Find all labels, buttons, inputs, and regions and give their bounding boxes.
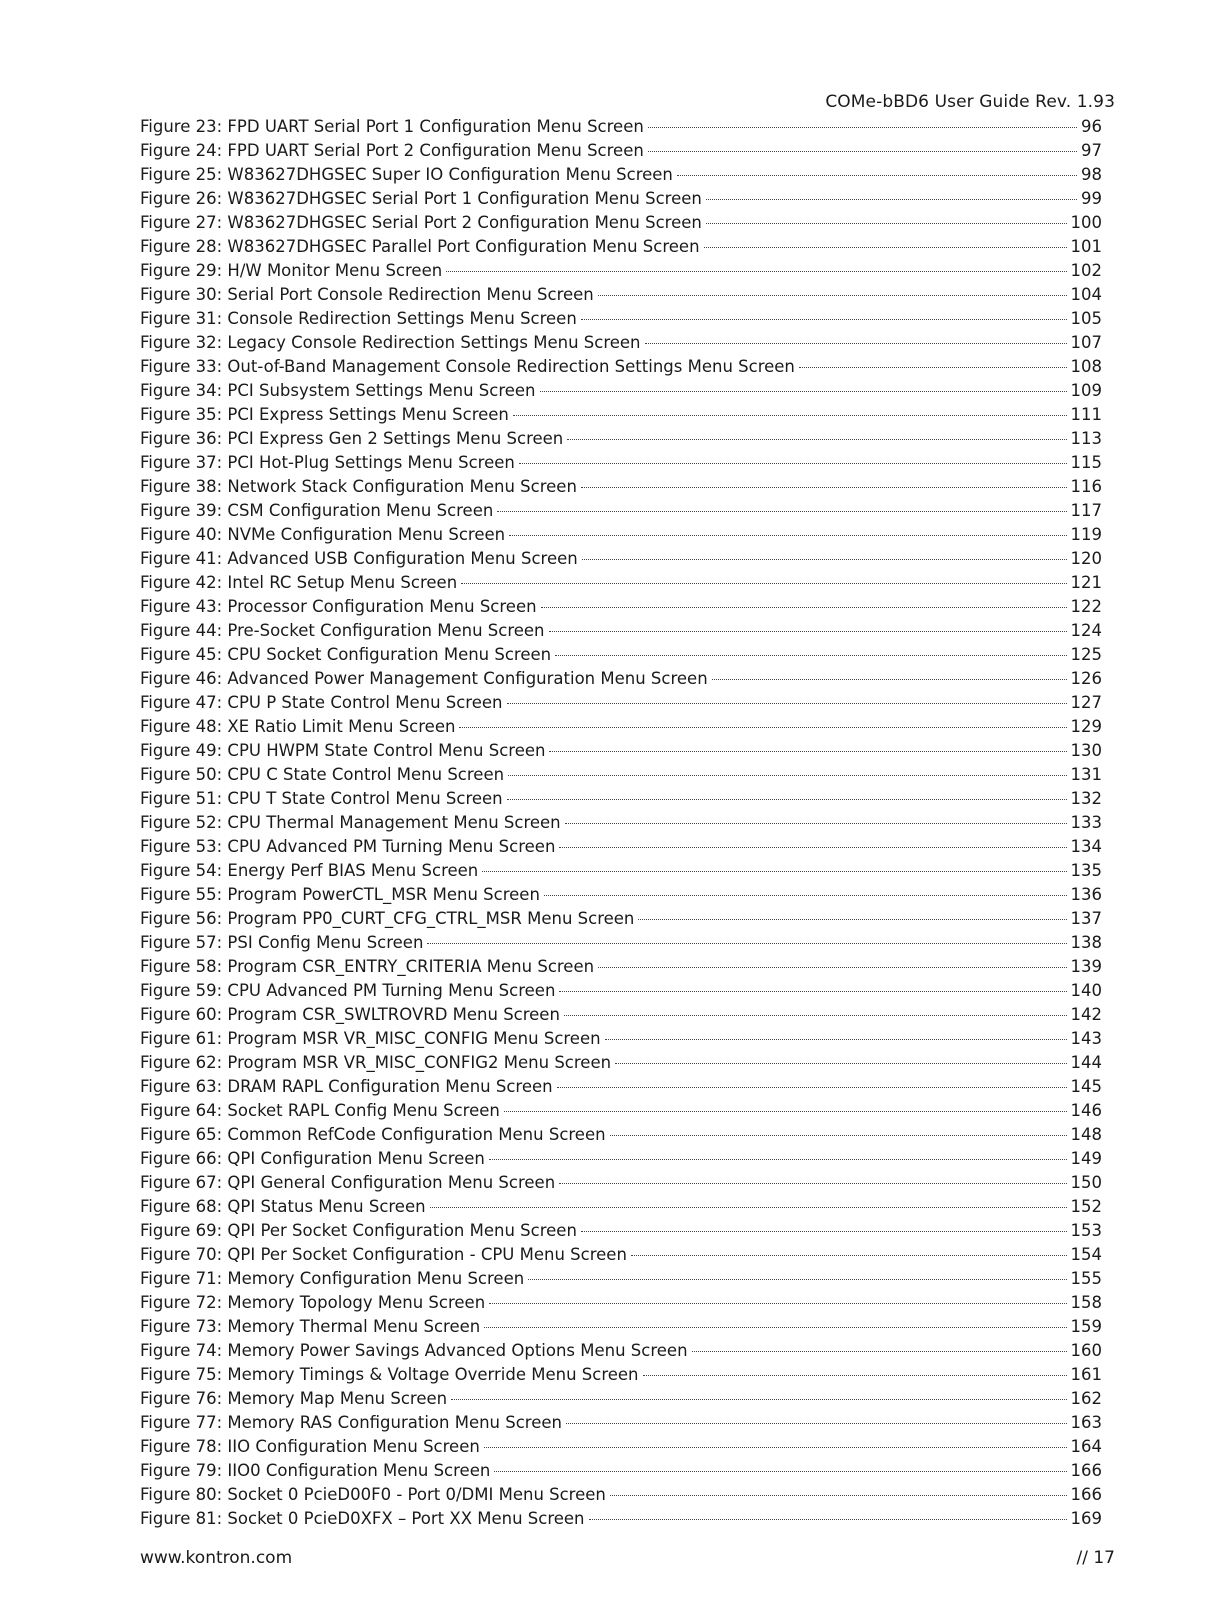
toc-entry-label: Figure 73: Memory Thermal Menu Screen xyxy=(140,1317,481,1336)
toc-dot-leader xyxy=(507,799,1067,800)
toc-entry-label: Figure 34: PCI Subsystem Settings Menu Screen xyxy=(140,381,536,400)
toc-entry-label: Figure 49: CPU HWPM State Control Menu Screen xyxy=(140,741,546,760)
toc-dot-leader xyxy=(643,1375,1067,1376)
toc-dot-leader xyxy=(541,607,1067,608)
toc-dot-leader xyxy=(489,1303,1066,1304)
toc-entry[interactable] xyxy=(140,787,1102,811)
toc-entry-label: Figure 77: Memory RAS Configuration Menu Screen xyxy=(140,1413,562,1432)
toc-dot-leader xyxy=(615,1063,1066,1064)
toc-entry[interactable] xyxy=(140,427,1102,451)
toc-entry[interactable] xyxy=(140,403,1102,427)
toc-entry[interactable] xyxy=(140,1483,1102,1507)
toc-entry[interactable] xyxy=(140,1243,1102,1267)
toc-dot-leader xyxy=(605,1039,1067,1040)
toc-entry-label: Figure 81: Socket 0 PcieD0XFX – Port XX Menu Screen xyxy=(140,1509,585,1528)
toc-entry-label: Figure 70: QPI Per Socket Configuration - CPU Menu Screen xyxy=(140,1245,627,1264)
toc-dot-leader xyxy=(598,967,1066,968)
toc-entry-page: 126 xyxy=(1070,669,1102,688)
toc-dot-leader xyxy=(581,487,1067,488)
toc-entry[interactable] xyxy=(140,1363,1102,1387)
toc-entry-page: 120 xyxy=(1070,549,1102,568)
toc-entry-page: 163 xyxy=(1070,1413,1102,1432)
toc-dot-leader xyxy=(509,535,1066,536)
toc-entry-page: 164 xyxy=(1070,1437,1102,1456)
toc-entry-label: Figure 44: Pre-Socket Configuration Menu Screen xyxy=(140,621,545,640)
list-of-figures xyxy=(140,115,1102,1531)
footer-page-number: // 17 xyxy=(1076,1548,1115,1568)
toc-entry[interactable] xyxy=(140,955,1102,979)
toc-entry[interactable] xyxy=(140,643,1102,667)
toc-entry[interactable] xyxy=(140,811,1102,835)
toc-entry-page: 148 xyxy=(1070,1125,1102,1144)
toc-entry[interactable] xyxy=(140,499,1102,523)
toc-entry[interactable] xyxy=(140,1339,1102,1363)
toc-entry[interactable] xyxy=(140,739,1102,763)
toc-dot-leader xyxy=(459,727,1066,728)
toc-dot-leader xyxy=(489,1159,1067,1160)
toc-dot-leader xyxy=(631,1255,1067,1256)
toc-entry-page: 125 xyxy=(1070,645,1102,664)
toc-entry-page: 135 xyxy=(1070,861,1102,880)
toc-entry-label: Figure 27: W83627DHGSEC Serial Port 2 Configuration Menu Screen xyxy=(140,213,702,232)
toc-entry-label: Figure 60: Program CSR_SWLTROVRD Menu Screen xyxy=(140,1005,560,1024)
toc-entry-label: Figure 47: CPU P State Control Menu Screen xyxy=(140,693,503,712)
toc-entry-label: Figure 31: Console Redirection Settings Menu Screen xyxy=(140,309,577,328)
toc-entry-label: Figure 36: PCI Express Gen 2 Settings Menu Screen xyxy=(140,429,564,448)
toc-entry-page: 115 xyxy=(1070,453,1102,472)
toc-entry-label: Figure 32: Legacy Console Redirection Settings Menu Screen xyxy=(140,333,641,352)
toc-entry-page: 138 xyxy=(1070,933,1102,952)
toc-entry-page: 100 xyxy=(1070,213,1102,232)
toc-entry[interactable] xyxy=(140,283,1102,307)
toc-entry-label: Figure 45: CPU Socket Configuration Menu Screen xyxy=(140,645,552,664)
toc-entry[interactable] xyxy=(140,1051,1102,1075)
toc-dot-leader xyxy=(549,631,1067,632)
toc-dot-leader xyxy=(544,895,1067,896)
toc-entry-page: 127 xyxy=(1070,693,1102,712)
document-header-title: COMe-bBD6 User Guide Rev. 1.93 xyxy=(825,92,1115,112)
toc-entry-page: 161 xyxy=(1070,1365,1102,1384)
toc-entry-page: 122 xyxy=(1070,597,1102,616)
toc-entry[interactable] xyxy=(140,595,1102,619)
toc-entry-page: 130 xyxy=(1070,741,1102,760)
toc-entry-page: 140 xyxy=(1070,981,1102,1000)
toc-entry-page: 169 xyxy=(1070,1509,1102,1528)
toc-entry-page: 101 xyxy=(1070,237,1102,256)
toc-entry-page: 139 xyxy=(1070,957,1102,976)
toc-dot-leader xyxy=(513,415,1067,416)
toc-entry[interactable] xyxy=(140,523,1102,547)
toc-entry[interactable] xyxy=(140,571,1102,595)
toc-entry-label: Figure 63: DRAM RAPL Configuration Menu Screen xyxy=(140,1077,553,1096)
toc-entry-label: Figure 68: QPI Status Menu Screen xyxy=(140,1197,426,1216)
toc-entry-label: Figure 53: CPU Advanced PM Turning Menu Screen xyxy=(140,837,556,856)
toc-entry-page: 133 xyxy=(1070,813,1102,832)
toc-entry-page: 124 xyxy=(1070,621,1102,640)
toc-entry[interactable] xyxy=(140,1171,1102,1195)
toc-dot-leader xyxy=(704,247,1067,248)
toc-entry-page: 154 xyxy=(1070,1245,1102,1264)
toc-entry-page: 166 xyxy=(1070,1461,1102,1480)
toc-entry-page: 153 xyxy=(1070,1221,1102,1240)
toc-entry[interactable] xyxy=(140,1195,1102,1219)
toc-entry[interactable] xyxy=(140,835,1102,859)
toc-entry-label: Figure 41: Advanced USB Configuration Menu Screen xyxy=(140,549,578,568)
toc-entry-page: 132 xyxy=(1070,789,1102,808)
toc-entry-page: 131 xyxy=(1070,765,1102,784)
toc-entry[interactable] xyxy=(140,331,1102,355)
toc-entry-label: Figure 62: Program MSR VR_MISC_CONFIG2 Menu Screen xyxy=(140,1053,612,1072)
toc-dot-leader xyxy=(549,751,1066,752)
toc-dot-leader xyxy=(564,1015,1067,1016)
toc-entry-label: Figure 74: Memory Power Savings Advanced Options Menu Screen xyxy=(140,1341,688,1360)
toc-entry-page: 111 xyxy=(1070,405,1102,424)
toc-dot-leader xyxy=(566,1423,1067,1424)
toc-entry-page: 129 xyxy=(1070,717,1102,736)
toc-dot-leader xyxy=(648,127,1077,128)
toc-dot-leader xyxy=(504,1111,1067,1112)
toc-entry[interactable] xyxy=(140,1147,1102,1171)
toc-entry-label: Figure 66: QPI Configuration Menu Screen xyxy=(140,1149,485,1168)
toc-dot-leader xyxy=(645,343,1067,344)
toc-entry[interactable] xyxy=(140,1003,1102,1027)
toc-entry-label: Figure 67: QPI General Configuration Menu Screen xyxy=(140,1173,556,1192)
toc-dot-leader xyxy=(559,1183,1066,1184)
toc-entry[interactable] xyxy=(140,715,1102,739)
toc-dot-leader xyxy=(484,1327,1066,1328)
toc-dot-leader xyxy=(692,1351,1067,1352)
toc-entry-label: Figure 37: PCI Hot-Plug Settings Menu Screen xyxy=(140,453,515,472)
toc-entry-page: 96 xyxy=(1081,117,1102,136)
toc-entry-page: 146 xyxy=(1070,1101,1102,1120)
toc-dot-leader xyxy=(555,655,1066,656)
toc-entry-label: Figure 57: PSI Config Menu Screen xyxy=(140,933,424,952)
toc-entry-label: Figure 54: Energy Perf BIAS Menu Screen xyxy=(140,861,479,880)
toc-entry-page: 98 xyxy=(1081,165,1102,184)
toc-dot-leader xyxy=(677,175,1077,176)
toc-entry[interactable] xyxy=(140,211,1102,235)
toc-entry-label: Figure 48: XE Ratio Limit Menu Screen xyxy=(140,717,456,736)
toc-entry-page: 107 xyxy=(1070,333,1102,352)
toc-dot-leader xyxy=(706,199,1077,200)
toc-entry-page: 109 xyxy=(1070,381,1102,400)
toc-entry-page: 149 xyxy=(1070,1149,1102,1168)
toc-dot-leader xyxy=(712,679,1067,680)
toc-entry[interactable] xyxy=(140,1219,1102,1243)
toc-entry[interactable] xyxy=(140,763,1102,787)
toc-entry-label: Figure 78: IIO Configuration Menu Screen xyxy=(140,1437,480,1456)
toc-entry[interactable] xyxy=(140,1291,1102,1315)
toc-entry-label: Figure 33: Out-of-Band Management Console Redirection Settings Menu Screen xyxy=(140,357,795,376)
toc-dot-leader xyxy=(581,1231,1067,1232)
toc-dot-leader xyxy=(598,295,1067,296)
toc-entry[interactable] xyxy=(140,235,1102,259)
toc-entry[interactable] xyxy=(140,1099,1102,1123)
toc-entry[interactable] xyxy=(140,115,1102,139)
toc-entry-label: Figure 25: W83627DHGSEC Super IO Configuration Menu Screen xyxy=(140,165,673,184)
toc-entry-label: Figure 80: Socket 0 PcieD00F0 - Port 0/DMI Menu Screen xyxy=(140,1485,606,1504)
toc-dot-leader xyxy=(589,1519,1067,1520)
toc-entry[interactable] xyxy=(140,619,1102,643)
toc-entry-page: 160 xyxy=(1070,1341,1102,1360)
toc-entry-page: 150 xyxy=(1070,1173,1102,1192)
toc-entry-label: Figure 65: Common RefCode Configuration Menu Screen xyxy=(140,1125,606,1144)
toc-entry[interactable] xyxy=(140,1267,1102,1291)
toc-entry[interactable] xyxy=(140,1123,1102,1147)
toc-entry-label: Figure 42: Intel RC Setup Menu Screen xyxy=(140,573,458,592)
toc-dot-leader xyxy=(706,223,1067,224)
toc-entry-label: Figure 64: Socket RAPL Config Menu Screen xyxy=(140,1101,500,1120)
toc-entry-label: Figure 43: Processor Configuration Menu Screen xyxy=(140,597,537,616)
toc-entry[interactable] xyxy=(140,667,1102,691)
toc-dot-leader xyxy=(799,367,1067,368)
toc-dot-leader xyxy=(528,1279,1066,1280)
toc-dot-leader xyxy=(648,151,1077,152)
toc-dot-leader xyxy=(559,847,1066,848)
toc-entry-page: 116 xyxy=(1070,477,1102,496)
toc-dot-leader xyxy=(430,1207,1067,1208)
toc-dot-leader xyxy=(559,991,1066,992)
toc-entry-label: Figure 59: CPU Advanced PM Turning Menu Screen xyxy=(140,981,556,1000)
toc-entry-page: 145 xyxy=(1070,1077,1102,1096)
toc-dot-leader xyxy=(427,943,1066,944)
toc-dot-leader xyxy=(446,271,1066,272)
toc-entry-label: Figure 26: W83627DHGSEC Serial Port 1 Configuration Menu Screen xyxy=(140,189,702,208)
toc-entry[interactable] xyxy=(140,259,1102,283)
toc-dot-leader xyxy=(494,1471,1066,1472)
toc-entry[interactable] xyxy=(140,1411,1102,1435)
toc-entry-page: 162 xyxy=(1070,1389,1102,1408)
toc-entry-page: 136 xyxy=(1070,885,1102,904)
toc-dot-leader xyxy=(610,1495,1067,1496)
toc-entry-label: Figure 46: Advanced Power Management Configuration Menu Screen xyxy=(140,669,708,688)
toc-entry-label: Figure 55: Program PowerCTL_MSR Menu Screen xyxy=(140,885,540,904)
toc-entry-page: 113 xyxy=(1070,429,1102,448)
toc-entry[interactable] xyxy=(140,1027,1102,1051)
footer-website: www.kontron.com xyxy=(140,1548,293,1568)
toc-dot-leader xyxy=(451,1399,1066,1400)
toc-entry[interactable] xyxy=(140,475,1102,499)
toc-dot-leader xyxy=(519,463,1067,464)
toc-entry-label: Figure 24: FPD UART Serial Port 2 Configuration Menu Screen xyxy=(140,141,644,160)
toc-dot-leader xyxy=(461,583,1066,584)
toc-dot-leader xyxy=(482,871,1066,872)
toc-entry-page: 152 xyxy=(1070,1197,1102,1216)
toc-entry-page: 117 xyxy=(1070,501,1102,520)
toc-entry[interactable] xyxy=(140,1435,1102,1459)
toc-entry-label: Figure 76: Memory Map Menu Screen xyxy=(140,1389,448,1408)
toc-entry[interactable] xyxy=(140,1459,1102,1483)
toc-entry[interactable] xyxy=(140,1507,1102,1531)
toc-entry-page: 102 xyxy=(1070,261,1102,280)
toc-entry-label: Figure 52: CPU Thermal Management Menu Screen xyxy=(140,813,561,832)
toc-entry-page: 99 xyxy=(1081,189,1102,208)
toc-entry-page: 119 xyxy=(1070,525,1102,544)
toc-entry[interactable] xyxy=(140,187,1102,211)
toc-entry[interactable] xyxy=(140,1315,1102,1339)
toc-entry-page: 97 xyxy=(1081,141,1102,160)
toc-entry-page: 134 xyxy=(1070,837,1102,856)
toc-entry-page: 158 xyxy=(1070,1293,1102,1312)
toc-entry-label: Figure 51: CPU T State Control Menu Screen xyxy=(140,789,503,808)
toc-entry-label: Figure 72: Memory Topology Menu Screen xyxy=(140,1293,486,1312)
toc-dot-leader xyxy=(567,439,1066,440)
toc-entry-page: 143 xyxy=(1070,1029,1102,1048)
toc-entry[interactable] xyxy=(140,979,1102,1003)
toc-entry-page: 105 xyxy=(1070,309,1102,328)
toc-entry[interactable] xyxy=(140,907,1102,931)
toc-dot-leader xyxy=(484,1447,1067,1448)
toc-entry-page: 142 xyxy=(1070,1005,1102,1024)
toc-dot-leader xyxy=(507,703,1067,704)
toc-entry-label: Figure 75: Memory Timings & Voltage Override Menu Screen xyxy=(140,1365,639,1384)
toc-entry-label: Figure 71: Memory Configuration Menu Screen xyxy=(140,1269,525,1288)
toc-entry-label: Figure 79: IIO0 Configuration Menu Screen xyxy=(140,1461,491,1480)
toc-entry-label: Figure 58: Program CSR_ENTRY_CRITERIA Menu Screen xyxy=(140,957,595,976)
toc-entry[interactable] xyxy=(140,1075,1102,1099)
toc-dot-leader xyxy=(540,391,1067,392)
toc-entry[interactable] xyxy=(140,139,1102,163)
toc-entry[interactable] xyxy=(140,859,1102,883)
toc-entry[interactable] xyxy=(140,883,1102,907)
toc-entry-page: 121 xyxy=(1070,573,1102,592)
toc-dot-leader xyxy=(497,511,1066,512)
toc-entry-label: Figure 50: CPU C State Control Menu Screen xyxy=(140,765,505,784)
toc-dot-leader xyxy=(582,559,1067,560)
toc-entry[interactable] xyxy=(140,379,1102,403)
toc-entry-label: Figure 38: Network Stack Configuration Menu Screen xyxy=(140,477,577,496)
toc-dot-leader xyxy=(638,919,1066,920)
toc-entry[interactable] xyxy=(140,355,1102,379)
toc-entry-label: Figure 61: Program MSR VR_MISC_CONFIG Menu Screen xyxy=(140,1029,601,1048)
toc-entry-page: 144 xyxy=(1070,1053,1102,1072)
toc-entry-page: 159 xyxy=(1070,1317,1102,1336)
toc-entry-label: Figure 35: PCI Express Settings Menu Screen xyxy=(140,405,509,424)
toc-entry-label: Figure 69: QPI Per Socket Configuration Menu Screen xyxy=(140,1221,577,1240)
toc-entry[interactable] xyxy=(140,163,1102,187)
toc-entry[interactable] xyxy=(140,547,1102,571)
toc-entry-page: 104 xyxy=(1070,285,1102,304)
toc-dot-leader xyxy=(610,1135,1067,1136)
toc-entry[interactable] xyxy=(140,691,1102,715)
toc-entry-page: 166 xyxy=(1070,1485,1102,1504)
toc-entry[interactable] xyxy=(140,1387,1102,1411)
toc-entry[interactable] xyxy=(140,931,1102,955)
toc-entry-label: Figure 29: H/W Monitor Menu Screen xyxy=(140,261,443,280)
toc-dot-leader xyxy=(557,1087,1067,1088)
toc-entry[interactable] xyxy=(140,451,1102,475)
toc-dot-leader xyxy=(565,823,1067,824)
toc-entry-label: Figure 56: Program PP0_CURT_CFG_CTRL_MSR Menu Screen xyxy=(140,909,635,928)
toc-entry-label: Figure 40: NVMe Configuration Menu Screen xyxy=(140,525,506,544)
toc-dot-leader xyxy=(581,319,1067,320)
toc-entry-page: 155 xyxy=(1070,1269,1102,1288)
toc-entry-page: 137 xyxy=(1070,909,1102,928)
toc-entry-label: Figure 39: CSM Configuration Menu Screen xyxy=(140,501,494,520)
toc-entry[interactable] xyxy=(140,307,1102,331)
toc-entry-label: Figure 30: Serial Port Console Redirection Menu Screen xyxy=(140,285,594,304)
toc-dot-leader xyxy=(508,775,1066,776)
toc-entry-label: Figure 28: W83627DHGSEC Parallel Port Configuration Menu Screen xyxy=(140,237,700,256)
toc-entry-page: 108 xyxy=(1070,357,1102,376)
toc-entry-label: Figure 23: FPD UART Serial Port 1 Configuration Menu Screen xyxy=(140,117,644,136)
